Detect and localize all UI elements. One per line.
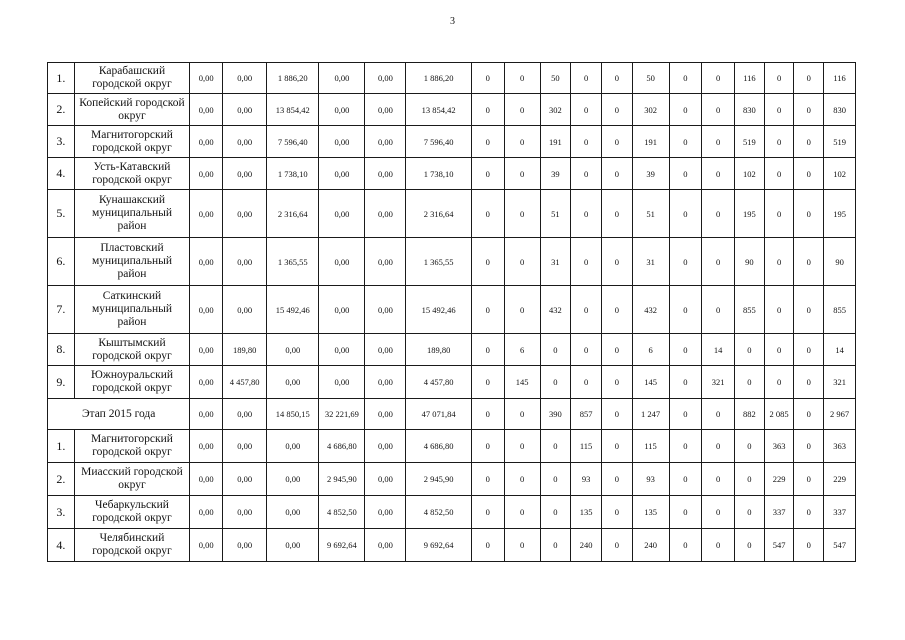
value-cell: 0,00 bbox=[365, 158, 406, 190]
value-cell: 0,00 bbox=[267, 496, 319, 529]
value-cell: 0 bbox=[601, 399, 632, 430]
value-cell: 0 bbox=[702, 158, 735, 190]
value-cell: 90 bbox=[735, 238, 765, 286]
value-cell: 0 bbox=[504, 94, 540, 126]
value-cell: 240 bbox=[571, 529, 602, 562]
value-cell: 0,00 bbox=[319, 158, 365, 190]
stage-label: Этап 2015 года bbox=[48, 399, 190, 430]
value-cell: 0,00 bbox=[365, 366, 406, 399]
value-cell: 0,00 bbox=[365, 63, 406, 94]
table-row bbox=[48, 529, 856, 562]
value-cell: 0 bbox=[504, 238, 540, 286]
value-cell: 0,00 bbox=[365, 463, 406, 496]
value-cell: 102 bbox=[824, 158, 856, 190]
value-cell: 0 bbox=[601, 430, 632, 463]
table-row bbox=[48, 126, 856, 158]
value-cell: 0,00 bbox=[223, 190, 267, 238]
value-cell: 47 071,84 bbox=[406, 399, 472, 430]
value-cell: 363 bbox=[824, 430, 856, 463]
value-cell: 0 bbox=[601, 286, 632, 334]
value-cell: 0 bbox=[764, 238, 794, 286]
municipality-name: Кунашакский муниципальный район bbox=[74, 190, 190, 238]
row-number: 5. bbox=[48, 190, 75, 238]
value-cell: 0 bbox=[471, 463, 504, 496]
value-cell: 4 852,50 bbox=[406, 496, 472, 529]
value-cell: 0 bbox=[669, 126, 702, 158]
value-cell: 0,00 bbox=[365, 286, 406, 334]
row-number: 9. bbox=[48, 366, 75, 399]
value-cell: 116 bbox=[735, 63, 765, 94]
value-cell: 4 686,80 bbox=[319, 430, 365, 463]
value-cell: 0,00 bbox=[190, 63, 223, 94]
value-cell: 0,00 bbox=[223, 463, 267, 496]
value-cell: 0 bbox=[702, 238, 735, 286]
value-cell: 2 967 bbox=[824, 399, 856, 430]
value-cell: 0 bbox=[669, 94, 702, 126]
value-cell: 0 bbox=[471, 190, 504, 238]
value-cell: 6 bbox=[632, 334, 669, 366]
row-number: 4. bbox=[48, 158, 75, 190]
value-cell: 14 bbox=[702, 334, 735, 366]
value-cell: 0 bbox=[794, 529, 824, 562]
value-cell: 0,00 bbox=[190, 238, 223, 286]
value-cell: 363 bbox=[764, 430, 794, 463]
value-cell: 0,00 bbox=[319, 126, 365, 158]
value-cell: 0,00 bbox=[365, 126, 406, 158]
value-cell: 0 bbox=[471, 334, 504, 366]
value-cell: 0 bbox=[702, 399, 735, 430]
value-cell: 302 bbox=[632, 94, 669, 126]
value-cell: 0 bbox=[669, 238, 702, 286]
value-cell: 0,00 bbox=[365, 496, 406, 529]
value-cell: 0 bbox=[794, 366, 824, 399]
value-cell: 145 bbox=[632, 366, 669, 399]
value-cell: 32 221,69 bbox=[319, 399, 365, 430]
value-cell: 0 bbox=[764, 158, 794, 190]
value-cell: 0 bbox=[735, 334, 765, 366]
value-cell: 321 bbox=[824, 366, 856, 399]
municipality-name: Челябинский городской округ bbox=[74, 529, 190, 562]
value-cell: 195 bbox=[824, 190, 856, 238]
value-cell: 7 596,40 bbox=[406, 126, 472, 158]
value-cell: 0 bbox=[540, 334, 571, 366]
value-cell: 0,00 bbox=[365, 430, 406, 463]
value-cell: 0 bbox=[504, 399, 540, 430]
row-number: 3. bbox=[48, 496, 75, 529]
value-cell: 2 316,64 bbox=[406, 190, 472, 238]
value-cell: 302 bbox=[540, 94, 571, 126]
value-cell: 15 492,46 bbox=[406, 286, 472, 334]
value-cell: 0 bbox=[794, 463, 824, 496]
value-cell: 0,00 bbox=[365, 399, 406, 430]
value-cell: 2 316,64 bbox=[267, 190, 319, 238]
value-cell: 0,00 bbox=[319, 94, 365, 126]
row-number: 6. bbox=[48, 238, 75, 286]
value-cell: 2 085 bbox=[764, 399, 794, 430]
value-cell: 90 bbox=[824, 238, 856, 286]
value-cell: 0 bbox=[540, 496, 571, 529]
value-cell: 0 bbox=[504, 496, 540, 529]
value-cell: 7 596,40 bbox=[267, 126, 319, 158]
value-cell: 0 bbox=[471, 286, 504, 334]
value-cell: 0,00 bbox=[365, 190, 406, 238]
value-cell: 14 bbox=[824, 334, 856, 366]
value-cell: 337 bbox=[824, 496, 856, 529]
value-cell: 0 bbox=[571, 126, 602, 158]
table-row bbox=[48, 430, 856, 463]
value-cell: 0,00 bbox=[190, 126, 223, 158]
value-cell: 50 bbox=[540, 63, 571, 94]
row-number: 1. bbox=[48, 430, 75, 463]
value-cell: 0,00 bbox=[365, 334, 406, 366]
value-cell: 0 bbox=[504, 158, 540, 190]
data-table bbox=[47, 62, 856, 562]
value-cell: 0,00 bbox=[223, 399, 267, 430]
table-row bbox=[48, 286, 856, 334]
row-number: 4. bbox=[48, 529, 75, 562]
row-number: 2. bbox=[48, 94, 75, 126]
value-cell: 0 bbox=[764, 286, 794, 334]
value-cell: 547 bbox=[764, 529, 794, 562]
value-cell: 0 bbox=[735, 496, 765, 529]
value-cell: 0 bbox=[735, 430, 765, 463]
value-cell: 50 bbox=[632, 63, 669, 94]
value-cell: 0 bbox=[794, 286, 824, 334]
value-cell: 13 854,42 bbox=[267, 94, 319, 126]
value-cell: 855 bbox=[735, 286, 765, 334]
value-cell: 0 bbox=[601, 496, 632, 529]
municipality-name: Копейский городской округ bbox=[74, 94, 190, 126]
value-cell: 1 365,55 bbox=[267, 238, 319, 286]
value-cell: 1 365,55 bbox=[406, 238, 472, 286]
value-cell: 0,00 bbox=[319, 286, 365, 334]
value-cell: 0 bbox=[504, 126, 540, 158]
value-cell: 0 bbox=[702, 463, 735, 496]
table-row bbox=[48, 334, 856, 366]
municipality-name: Чебаркульский городской округ bbox=[74, 496, 190, 529]
value-cell: 0,00 bbox=[190, 334, 223, 366]
value-cell: 0 bbox=[735, 366, 765, 399]
row-number: 2. bbox=[48, 463, 75, 496]
value-cell: 0 bbox=[471, 496, 504, 529]
value-cell: 0 bbox=[764, 334, 794, 366]
value-cell: 0 bbox=[794, 63, 824, 94]
value-cell: 0,00 bbox=[223, 238, 267, 286]
value-cell: 857 bbox=[571, 399, 602, 430]
value-cell: 390 bbox=[540, 399, 571, 430]
value-cell: 0,00 bbox=[223, 286, 267, 334]
value-cell: 0 bbox=[471, 366, 504, 399]
value-cell: 51 bbox=[632, 190, 669, 238]
value-cell: 0 bbox=[601, 158, 632, 190]
value-cell: 6 bbox=[504, 334, 540, 366]
value-cell: 0 bbox=[601, 63, 632, 94]
table-row bbox=[48, 463, 856, 496]
value-cell: 0 bbox=[540, 366, 571, 399]
municipality-name: Саткинский муниципальный район bbox=[74, 286, 190, 334]
value-cell: 0,00 bbox=[319, 63, 365, 94]
value-cell: 337 bbox=[764, 496, 794, 529]
value-cell: 0 bbox=[471, 63, 504, 94]
value-cell: 1 247 bbox=[632, 399, 669, 430]
value-cell: 31 bbox=[632, 238, 669, 286]
value-cell: 0 bbox=[471, 158, 504, 190]
value-cell: 0 bbox=[702, 529, 735, 562]
value-cell: 432 bbox=[540, 286, 571, 334]
value-cell: 0,00 bbox=[223, 126, 267, 158]
value-cell: 93 bbox=[571, 463, 602, 496]
row-number: 7. bbox=[48, 286, 75, 334]
value-cell: 14 850,15 bbox=[267, 399, 319, 430]
value-cell: 0 bbox=[794, 430, 824, 463]
value-cell: 1 738,10 bbox=[267, 158, 319, 190]
value-cell: 0 bbox=[794, 238, 824, 286]
value-cell: 0 bbox=[669, 334, 702, 366]
table-row bbox=[48, 158, 856, 190]
table-row bbox=[48, 496, 856, 529]
table-row bbox=[48, 94, 856, 126]
value-cell: 0 bbox=[571, 63, 602, 94]
value-cell: 0 bbox=[540, 529, 571, 562]
value-cell: 0 bbox=[794, 399, 824, 430]
value-cell: 4 686,80 bbox=[406, 430, 472, 463]
value-cell: 0 bbox=[504, 463, 540, 496]
value-cell: 0,00 bbox=[190, 399, 223, 430]
value-cell: 0,00 bbox=[267, 529, 319, 562]
value-cell: 135 bbox=[632, 496, 669, 529]
value-cell: 0 bbox=[702, 496, 735, 529]
value-cell: 4 457,80 bbox=[223, 366, 267, 399]
value-cell: 0 bbox=[669, 399, 702, 430]
value-cell: 0 bbox=[702, 63, 735, 94]
municipality-name: Магнитогорский городской округ bbox=[74, 126, 190, 158]
value-cell: 0,00 bbox=[365, 238, 406, 286]
value-cell: 0 bbox=[571, 190, 602, 238]
value-cell: 0,00 bbox=[319, 238, 365, 286]
value-cell: 519 bbox=[824, 126, 856, 158]
value-cell: 15 492,46 bbox=[267, 286, 319, 334]
value-cell: 830 bbox=[735, 94, 765, 126]
table-row bbox=[48, 366, 856, 399]
value-cell: 0 bbox=[601, 126, 632, 158]
value-cell: 0 bbox=[571, 158, 602, 190]
value-cell: 0,00 bbox=[223, 430, 267, 463]
value-cell: 830 bbox=[824, 94, 856, 126]
value-cell: 0 bbox=[702, 286, 735, 334]
value-cell: 0 bbox=[735, 463, 765, 496]
value-cell: 0 bbox=[571, 366, 602, 399]
municipality-name: Карабашский городской округ bbox=[74, 63, 190, 94]
value-cell: 0 bbox=[669, 158, 702, 190]
value-cell: 115 bbox=[571, 430, 602, 463]
value-cell: 547 bbox=[824, 529, 856, 562]
value-cell: 0 bbox=[540, 430, 571, 463]
value-cell: 191 bbox=[632, 126, 669, 158]
value-cell: 0 bbox=[794, 190, 824, 238]
value-cell: 4 457,80 bbox=[406, 366, 472, 399]
value-cell: 0,00 bbox=[319, 366, 365, 399]
municipality-name: Кыштымский городской округ bbox=[74, 334, 190, 366]
value-cell: 13 854,42 bbox=[406, 94, 472, 126]
stage-row bbox=[48, 399, 856, 430]
value-cell: 9 692,64 bbox=[406, 529, 472, 562]
value-cell: 321 bbox=[702, 366, 735, 399]
value-cell: 0 bbox=[764, 94, 794, 126]
municipality-name: Пластовский муниципальный район bbox=[74, 238, 190, 286]
value-cell: 229 bbox=[824, 463, 856, 496]
value-cell: 0,00 bbox=[190, 496, 223, 529]
value-cell: 0 bbox=[794, 126, 824, 158]
value-cell: 135 bbox=[571, 496, 602, 529]
value-cell: 0 bbox=[601, 94, 632, 126]
value-cell: 0 bbox=[504, 190, 540, 238]
value-cell: 0,00 bbox=[365, 529, 406, 562]
value-cell: 0 bbox=[702, 126, 735, 158]
value-cell: 0 bbox=[471, 94, 504, 126]
value-cell: 0 bbox=[601, 334, 632, 366]
municipality-name: Южноуральский городской округ bbox=[74, 366, 190, 399]
value-cell: 102 bbox=[735, 158, 765, 190]
value-cell: 1 886,20 bbox=[406, 63, 472, 94]
value-cell: 0,00 bbox=[267, 430, 319, 463]
value-cell: 0 bbox=[504, 286, 540, 334]
value-cell: 0 bbox=[735, 529, 765, 562]
municipality-name: Усть-Катавский городской округ bbox=[74, 158, 190, 190]
value-cell: 31 bbox=[540, 238, 571, 286]
value-cell: 1 738,10 bbox=[406, 158, 472, 190]
value-cell: 189,80 bbox=[406, 334, 472, 366]
value-cell: 145 bbox=[504, 366, 540, 399]
value-cell: 0,00 bbox=[190, 286, 223, 334]
value-cell: 2 945,90 bbox=[406, 463, 472, 496]
value-cell: 2 945,90 bbox=[319, 463, 365, 496]
value-cell: 93 bbox=[632, 463, 669, 496]
value-cell: 0,00 bbox=[267, 366, 319, 399]
value-cell: 0 bbox=[601, 366, 632, 399]
value-cell: 0,00 bbox=[267, 334, 319, 366]
value-cell: 0 bbox=[764, 190, 794, 238]
value-cell: 0 bbox=[571, 94, 602, 126]
value-cell: 0 bbox=[601, 190, 632, 238]
value-cell: 229 bbox=[764, 463, 794, 496]
value-cell: 0,00 bbox=[190, 529, 223, 562]
value-cell: 0 bbox=[471, 126, 504, 158]
value-cell: 0,00 bbox=[190, 366, 223, 399]
value-cell: 0 bbox=[669, 463, 702, 496]
value-cell: 0,00 bbox=[190, 463, 223, 496]
value-cell: 39 bbox=[632, 158, 669, 190]
value-cell: 0,00 bbox=[319, 334, 365, 366]
value-cell: 0,00 bbox=[190, 430, 223, 463]
municipality-name: Миасский городской округ bbox=[74, 463, 190, 496]
value-cell: 0 bbox=[794, 334, 824, 366]
value-cell: 4 852,50 bbox=[319, 496, 365, 529]
value-cell: 0 bbox=[669, 366, 702, 399]
value-cell: 0 bbox=[471, 430, 504, 463]
value-cell: 0,00 bbox=[190, 190, 223, 238]
value-cell: 0 bbox=[764, 366, 794, 399]
value-cell: 0,00 bbox=[223, 94, 267, 126]
value-cell: 0 bbox=[764, 63, 794, 94]
value-cell: 0 bbox=[504, 430, 540, 463]
value-cell: 0 bbox=[669, 190, 702, 238]
table-row bbox=[48, 190, 856, 238]
value-cell: 0 bbox=[504, 529, 540, 562]
value-cell: 0 bbox=[702, 94, 735, 126]
value-cell: 0 bbox=[764, 126, 794, 158]
value-cell: 51 bbox=[540, 190, 571, 238]
value-cell: 0 bbox=[471, 399, 504, 430]
value-cell: 0 bbox=[794, 158, 824, 190]
value-cell: 195 bbox=[735, 190, 765, 238]
value-cell: 0 bbox=[471, 529, 504, 562]
value-cell: 0 bbox=[794, 94, 824, 126]
value-cell: 191 bbox=[540, 126, 571, 158]
value-cell: 9 692,64 bbox=[319, 529, 365, 562]
value-cell: 1 886,20 bbox=[267, 63, 319, 94]
table-row bbox=[48, 63, 856, 94]
value-cell: 0 bbox=[669, 529, 702, 562]
value-cell: 0 bbox=[601, 238, 632, 286]
value-cell: 0 bbox=[571, 238, 602, 286]
value-cell: 519 bbox=[735, 126, 765, 158]
value-cell: 0 bbox=[669, 286, 702, 334]
value-cell: 0 bbox=[669, 63, 702, 94]
value-cell: 0 bbox=[702, 190, 735, 238]
value-cell: 0,00 bbox=[190, 94, 223, 126]
row-number: 3. bbox=[48, 126, 75, 158]
value-cell: 0,00 bbox=[267, 463, 319, 496]
value-cell: 0,00 bbox=[223, 496, 267, 529]
municipality-name: Магнитогорский городской округ bbox=[74, 430, 190, 463]
value-cell: 0 bbox=[601, 463, 632, 496]
value-cell: 0,00 bbox=[365, 94, 406, 126]
value-cell: 0 bbox=[669, 430, 702, 463]
value-cell: 0,00 bbox=[223, 63, 267, 94]
value-cell: 0 bbox=[702, 430, 735, 463]
value-cell: 0,00 bbox=[223, 529, 267, 562]
value-cell: 882 bbox=[735, 399, 765, 430]
row-number: 1. bbox=[48, 63, 75, 94]
page-number: 3 bbox=[450, 16, 455, 27]
value-cell: 39 bbox=[540, 158, 571, 190]
value-cell: 240 bbox=[632, 529, 669, 562]
row-number: 8. bbox=[48, 334, 75, 366]
value-cell: 0 bbox=[601, 529, 632, 562]
value-cell: 0,00 bbox=[319, 190, 365, 238]
value-cell: 116 bbox=[824, 63, 856, 94]
value-cell: 0 bbox=[504, 63, 540, 94]
value-cell: 855 bbox=[824, 286, 856, 334]
value-cell: 0 bbox=[571, 286, 602, 334]
table-row bbox=[48, 238, 856, 286]
value-cell: 115 bbox=[632, 430, 669, 463]
value-cell: 0 bbox=[794, 496, 824, 529]
value-cell: 189,80 bbox=[223, 334, 267, 366]
value-cell: 0,00 bbox=[190, 158, 223, 190]
value-cell: 0 bbox=[669, 496, 702, 529]
value-cell: 0 bbox=[571, 334, 602, 366]
value-cell: 0,00 bbox=[223, 158, 267, 190]
value-cell: 0 bbox=[540, 463, 571, 496]
value-cell: 0 bbox=[471, 238, 504, 286]
value-cell: 432 bbox=[632, 286, 669, 334]
